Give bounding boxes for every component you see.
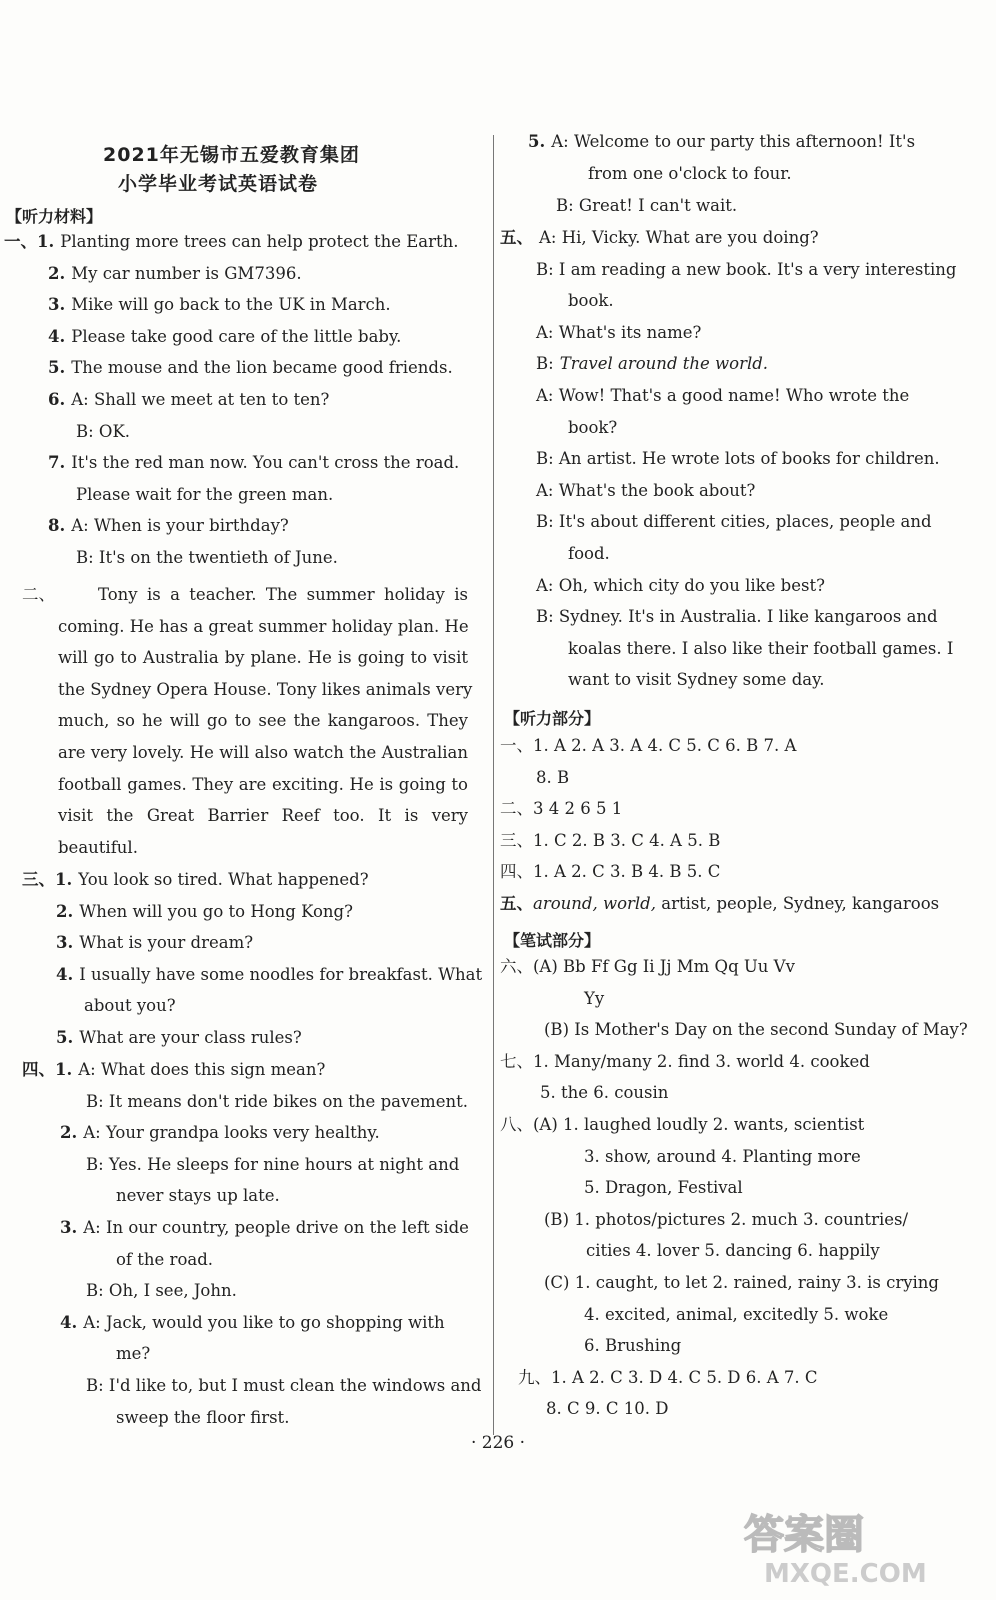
list-item [60, 1121, 380, 1145]
passage-line [58, 678, 473, 702]
answer-line-text: 5. the 6. cousin [540, 1083, 669, 1103]
passage-line-text: coming. He has a great summer holiday plan. He [58, 616, 469, 636]
answer-line [546, 1397, 668, 1421]
passage-line-text: visit the Great Barrier Reef too. It is very [58, 806, 468, 826]
list-item [4, 230, 459, 254]
answer-line-text: (B) Is Mother's Day on the second Sunday of May? [544, 1020, 968, 1040]
list-item [116, 1184, 280, 1208]
list-item [48, 388, 329, 412]
list-item-text: from one o'clock to four. [588, 164, 792, 183]
watermark-logo [704, 1508, 974, 1588]
dialogue-line-italic: Travel around the world. [559, 354, 769, 374]
list-item [86, 1374, 482, 1398]
answer-line-text: 九、1. A 2. C 3. D 4. C 5. D 6. A 7. C [518, 1367, 818, 1387]
list-item [86, 1279, 237, 1303]
list-item [84, 994, 176, 1018]
dialogue-line-label: 五、 [500, 228, 533, 247]
dialogue-line-text: A: Oh, which city do you like best? [536, 575, 825, 595]
list-item [76, 546, 338, 570]
list-item [116, 1342, 150, 1366]
list-item-text: Planting more trees can help protect the Earth. [60, 232, 459, 251]
list-item [48, 262, 302, 286]
answer-line [500, 1113, 864, 1137]
dialogue-line [536, 321, 701, 345]
list-item-text: sweep the floor first. [116, 1407, 290, 1427]
answer-line-text: 三、1. C 2. B 3. C 4. A 5. B [500, 830, 721, 850]
list-item-label: 3. [60, 1218, 78, 1237]
answer-line [500, 860, 720, 884]
dialogue-line [500, 226, 819, 250]
answer-line [584, 1334, 681, 1358]
section-header-listening-material: 【听力材料】 [6, 207, 103, 226]
list-item-text: A: When is your birthday? [71, 516, 289, 536]
list-item [60, 1216, 469, 1240]
answers-five-line [500, 892, 939, 916]
list-item-text: What are your class rules? [79, 1028, 302, 1047]
list-item-text: never stays up late. [116, 1186, 280, 1206]
answer-line [584, 987, 604, 1011]
list-item-text: B: It's on the twentieth of June. [76, 548, 338, 567]
page-number: · 226 · [470, 1433, 526, 1453]
dialogue-line [568, 668, 824, 692]
list-item-text: B: Yes. He sleeps for nine hours at night and [86, 1154, 460, 1174]
list-item [22, 868, 369, 892]
list-item [86, 1090, 468, 1114]
dialogue-line-text: B: It's about different cities, places, people and [536, 512, 932, 532]
list-item-text: Mike will go back to the UK in March. [71, 295, 391, 315]
list-item-text: B: Great! I can't wait. [556, 196, 738, 215]
dialogue-line [536, 574, 825, 598]
passage-line-text: are very lovely. He will also watch the Australian [58, 743, 468, 762]
answer-line-text: 八、(A) 1. laughed loudly 2. wants, scientist [500, 1115, 865, 1134]
answer-line-text: 8. C 9. C 10. D [546, 1399, 669, 1419]
answer-line [500, 829, 720, 853]
list-item [116, 1406, 289, 1430]
list-item [56, 1026, 302, 1050]
list-item-text: What is your dream? [79, 933, 254, 953]
list-item [56, 963, 482, 987]
dialogue-line [536, 352, 768, 376]
list-item-label: 7. [48, 453, 66, 473]
dialogue-line-text: B: An artist. He wrote lots of books for children. [536, 449, 940, 469]
answer-line-text: Yy [584, 988, 605, 1008]
passage-line [58, 646, 468, 670]
list-item-label: 5. [528, 132, 546, 151]
answer-line-text: 四、1. A 2. C 3. B 4. B 5. C [500, 862, 721, 882]
list-item-label: 一、1. [4, 232, 55, 251]
list-item-label: 3. [56, 933, 74, 953]
list-item-text: When will you go to Hong Kong? [79, 901, 353, 921]
answer-line [584, 1176, 743, 1200]
dialogue-line-text: A: Hi, Vicky. What are you doing? [539, 228, 819, 247]
list-item-text: me? [116, 1344, 151, 1364]
answer-line [500, 955, 795, 979]
dialogue-line-text: food. [568, 544, 610, 563]
list-item-text: about you? [84, 996, 176, 1016]
answer-line-text: (B) 1. photos/pictures 2. much 3. countries/ [544, 1209, 909, 1229]
list-item-text: The mouse and the lion became good friends. [71, 358, 453, 378]
dialogue-line [568, 542, 610, 566]
passage-line [58, 836, 138, 860]
list-item-label: 3. [48, 295, 66, 315]
answer-line [500, 797, 622, 821]
answers-five-italic: around, world, [533, 894, 656, 913]
list-item-label: 4. [60, 1312, 78, 1332]
list-item [48, 356, 453, 380]
list-item [48, 325, 401, 349]
list-item-text: A: Shall we meet at ten to ten? [71, 390, 330, 409]
answer-line [500, 1050, 870, 1074]
list-item [76, 483, 333, 507]
list-item [56, 931, 253, 955]
answer-line [544, 1018, 968, 1042]
answer-line-text: 七、1. Many/many 2. find 3. world 4. cooked [500, 1051, 870, 1071]
title-line-2: 小学毕业考试英语试卷 [118, 173, 319, 195]
list-item-label: 5. [48, 358, 66, 378]
list-item-text: You look so tired. What happened? [78, 870, 369, 889]
list-item-label: 4. [48, 326, 66, 346]
answer-line-text: 二、3 4 2 6 5 1 [500, 799, 623, 819]
passage-line [58, 741, 468, 765]
section-header-written-part: 【笔试部分】 [504, 931, 601, 950]
passage-line-text: Tony is a teacher. The summer holiday is [98, 585, 468, 604]
dialogue-line [536, 447, 940, 471]
list-item-label: 四、1. [22, 1060, 73, 1079]
answer-line-text: 六、(A) Bb Ff Gg Ii Jj Mm Qq Uu Vv [500, 957, 795, 976]
list-item-text: B: OK. [76, 421, 131, 441]
passage-line-text: much, so he will go to see the kangaroos. They [58, 711, 468, 731]
list-item [48, 293, 391, 317]
answer-line-text: cities 4. lover 5. dancing 6. happily [586, 1241, 880, 1261]
answer-line-text: 一、1. A 2. A 3. A 4. C 5. C 6. B 7. A [500, 736, 797, 755]
list-item-text: B: It means don't ride bikes on the pavement. [86, 1091, 468, 1111]
passage-line [98, 583, 468, 607]
answer-line [544, 1271, 939, 1295]
list-item [60, 1311, 445, 1335]
list-item [86, 1153, 459, 1177]
list-item-text: Please take good care of the little baby. [71, 326, 402, 346]
column-divider [493, 135, 494, 1435]
list-item [48, 451, 459, 475]
dialogue-line-text: book? [568, 417, 618, 437]
section-header-listening-part: 【听力部分】 [504, 709, 601, 728]
watermark-cn: 答案圈 [744, 1512, 864, 1558]
answer-line [536, 766, 569, 790]
list-item-text: B: I'd like to, but I must clean the windows and [86, 1376, 482, 1395]
passage-line-text: beautiful. [58, 837, 138, 857]
list-item-label: 5. [56, 1028, 74, 1047]
dialogue-line-text: B: [536, 354, 554, 374]
list-item-label: 2. [60, 1123, 78, 1143]
passage-line [58, 615, 468, 639]
list-item [48, 514, 289, 538]
list-item-text: A: Jack, would you like to go shopping with [83, 1312, 445, 1332]
list-item [56, 900, 353, 924]
answer-line-text: 3. show, around 4. Planting more [584, 1146, 861, 1166]
list-item-text: It's the red man now. You can't cross the road. [71, 453, 460, 473]
list-item-text: A: Your grandpa looks very healthy. [83, 1123, 380, 1143]
list-item [588, 162, 792, 186]
list-item-text: A: Welcome to our party this afternoon! It's [551, 132, 916, 151]
dialogue-line [536, 258, 956, 282]
list-item-text: A: What does this sign mean? [78, 1060, 326, 1079]
dialogue-line-text: want to visit Sydney some day. [568, 670, 825, 690]
dialogue-line-text: A: Wow! That's a good name! Who wrote the [536, 386, 910, 405]
dialogue-line [536, 605, 938, 629]
watermark-en: MXQE.COM [764, 1559, 927, 1588]
passage-line [58, 804, 468, 828]
answer-line-text: 6. Brushing [584, 1336, 682, 1356]
passage-line [58, 709, 468, 733]
answers-five-text: artist, people, Sydney, kangaroos [661, 894, 940, 913]
list-item-label: 4. [56, 964, 74, 984]
list-item-label: 三、1. [22, 870, 73, 889]
list-item-text: B: Oh, I see, John. [86, 1281, 237, 1301]
list-item-label: 6. [48, 390, 66, 409]
list-item-text: Please wait for the green man. [76, 484, 334, 504]
answer-line-text: 4. excited, animal, excitedly 5. woke [584, 1304, 889, 1324]
dialogue-line-text: book. [568, 291, 614, 311]
list-item-label: 8. [48, 516, 66, 536]
dialogue-line [568, 289, 614, 313]
dialogue-line-text: koalas there. I also like their football games. I [568, 638, 954, 658]
dialogue-line [568, 637, 953, 661]
answer-line [586, 1239, 880, 1263]
answer-line [518, 1366, 818, 1390]
section-two-label: 二、 [22, 585, 55, 604]
dialogue-line [536, 384, 909, 408]
list-item-text: of the road. [116, 1249, 214, 1269]
list-item [22, 1058, 325, 1082]
dialogue-line-text: B: I am reading a new book. It's a very interesting [536, 259, 957, 279]
passage-line-text: will go to Australia by plane. He is going to visit [58, 648, 468, 668]
answer-line [540, 1081, 668, 1105]
dialogue-line-text: A: What's its name? [536, 322, 702, 342]
dialogue-line [536, 510, 932, 534]
dialogue-line [568, 416, 617, 440]
list-item-label: 2. [48, 263, 66, 283]
title-line-1: 2021年无锡市五爱教育集团 [103, 144, 360, 166]
answer-line [500, 734, 796, 758]
list-item-text: A: In our country, people drive on the left side [83, 1218, 469, 1237]
list-item [116, 1248, 213, 1272]
answer-line [584, 1303, 888, 1327]
dialogue-line-text: A: What's the book about? [536, 480, 756, 500]
answer-line [584, 1145, 861, 1169]
list-item-label: 2. [56, 901, 74, 921]
list-item [528, 130, 915, 154]
list-item [556, 194, 737, 218]
answer-line-text: 5. Dragon, Festival [584, 1178, 743, 1198]
answers-five-label: 五、 [500, 894, 533, 913]
passage-line-text: football games. They are exciting. He is going to [58, 774, 468, 794]
list-item-text: My car number is GM7396. [71, 263, 302, 283]
passage-line-text: the Sydney Opera House. Tony likes animals very [58, 679, 473, 699]
answer-line-text: 8. B [536, 767, 570, 787]
dialogue-line-text: B: Sydney. It's in Australia. I like kangaroos and [536, 607, 938, 627]
dialogue-line [536, 479, 755, 503]
passage-line [58, 773, 468, 797]
answer-line-text: (C) 1. caught, to let 2. rained, rainy 3. is crying [544, 1273, 939, 1292]
list-item-text: I usually have some noodles for breakfast. What [79, 964, 483, 984]
list-item [76, 420, 130, 444]
answer-line [544, 1208, 908, 1232]
